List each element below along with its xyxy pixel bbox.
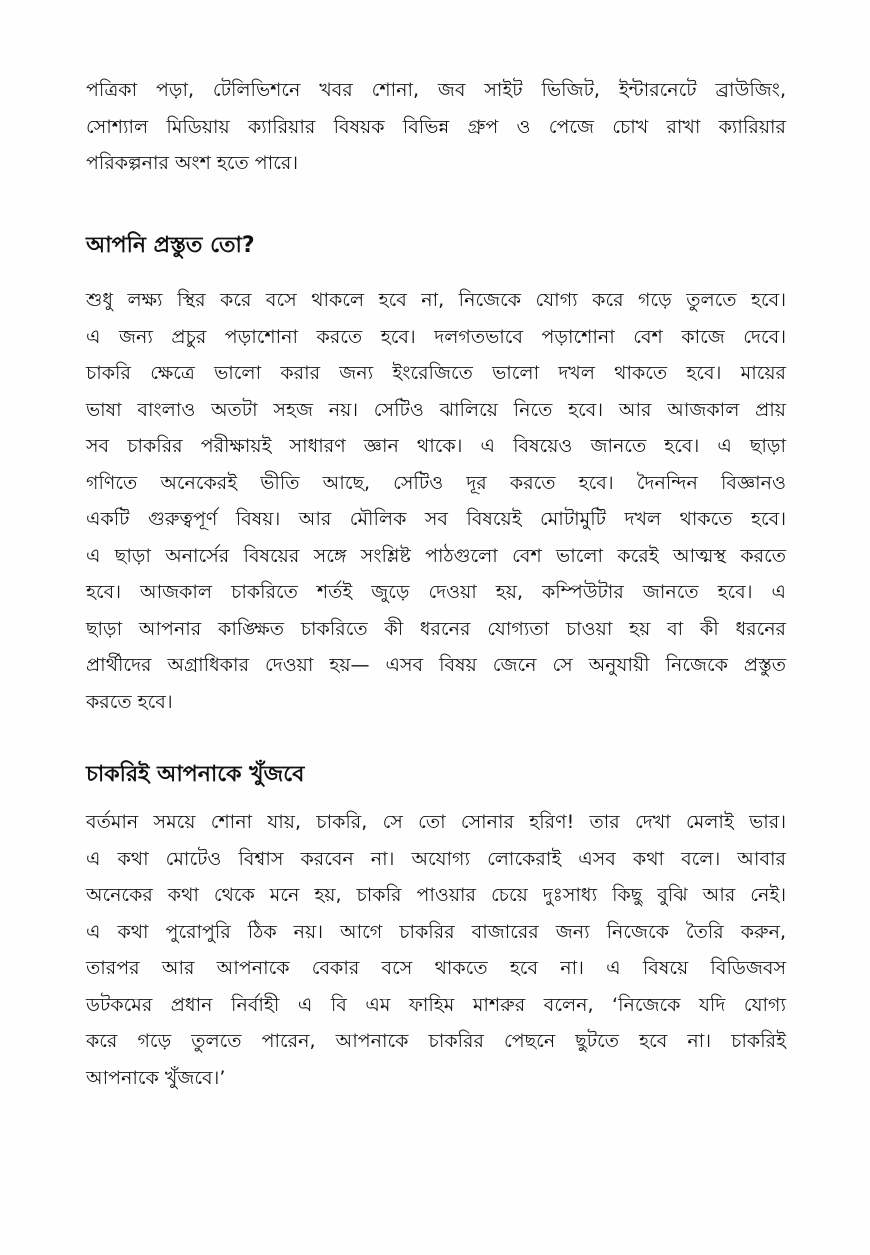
text-line: গণিতে অনেকেরই ভীতি আছে, সেটিও দূর করতে হবে। দৈনন্দিন বিজ্ঞানও (86, 471, 786, 494)
text-line: সোশ্যাল মিডিয়ায় ক্যারিয়ার বিষয়ক বিভিন্ন গ্রুপ ও পেজে চোখ রাখা ক্যারিয়ার (86, 115, 786, 138)
text-line: পরিকল্পনার অংশ হতে পারে। (86, 152, 299, 174)
section-heading-ready: আপনি প্রস্তুত তো? (86, 233, 255, 258)
intro-paragraph (86, 72, 786, 182)
text-line: অনেকের কথা থেকে মনে হয়, চাকরি পাওয়ার চেয়ে দুঃসাধ্য কিছু বুঝি আর নেই। (86, 884, 786, 906)
text-line: এ কথা পুরোপুরি ঠিক নয়। আগে চাকরির বাজারের জন্য নিজেকে তৈরি করুন, (86, 920, 786, 943)
text-line: একটি গুরুত্বপূর্ণ বিষয়। আর মৌলিক সব বিষয়েই মোটামুটি দখল থাকতে হবে। (86, 508, 786, 530)
text-line: পত্রিকা পড়া, টেলিভিশনে খবর শোনা, জব সাইট ভিজিট, ইন্টারনেটে ব্রাউজিং, (86, 79, 786, 101)
text-line: করতে হবে। (86, 690, 173, 713)
text-line: হবে। আজকাল চাকরিতে শর্তই জুড়ে দেওয়া হয়, কম্পিউটার জানতে হবে। এ (86, 581, 786, 603)
text-line: ছাড়া আপনার কাঙ্ক্ষিত চাকরিতে কী ধরনের যোগ্যতা চাওয়া হয় বা কী ধরনের (86, 617, 786, 640)
text-line: প্রার্থীদের অগ্রাধিকার দেওয়া হয়— এসব বিষয় জেনে সে অনুযায়ী নিজেকে প্রস্তুত (86, 654, 786, 676)
text-line: এ জন্য প্রচুর পড়াশোনা করতে হবে। দলগতভাবে পড়াশোনা বেশ কাজে দেবে। (86, 325, 786, 348)
text-line: সব চাকরির পরীক্ষায়ই সাধারণ জ্ঞান থাকে। এ বিষয়েও জানতে হবে। এ ছাড়া (86, 435, 786, 457)
text-line: এ ছাড়া অনার্সের বিষয়ের সঙ্গে সংশ্লিষ্ট পাঠগুলো বেশ ভালো করেই আত্মস্থ করতে (86, 544, 786, 567)
section-heading-job-finds-you: চাকরিই আপনাকে খুঁজবে (86, 762, 305, 787)
text-line: এ কথা মোটেও বিশ্বাস করবেন না। অযোগ্য লোকেরাই এসব কথা বলে। আবার (86, 847, 786, 870)
job-finds-you-paragraph (86, 804, 786, 1096)
text-line: ভাষা বাংলাও অতটা সহজ নয়। সেটিও ঝালিয়ে নিতে হবে। আর আজকাল প্রায় (86, 398, 786, 421)
text-line: আপনাকে খুঁজবে।’ (86, 1066, 226, 1089)
ready-paragraph (86, 282, 786, 720)
text-line: ডটকমের প্রধান নির্বাহী এ বি এম ফাহিম মাশরুর বলেন, ‘নিজেকে যদি যোগ্য (86, 993, 786, 1016)
text-line: করে গড়ে তুলতে পারেন, আপনাকে চাকরির পেছনে ছুটতে হবে না। চাকরিই (86, 1030, 786, 1052)
text-line: তারপর আর আপনাকে বেকার বসে থাকতে হবে না। এ বিষয়ে বিডিজবস (86, 957, 786, 979)
text-line: চাকরি ক্ষেত্রে ভালো করার জন্য ইংরেজিতে ভালো দখল থাকতে হবে। মায়ের (86, 362, 786, 384)
text-line: শুধু লক্ষ্য স্থির করে বসে থাকলে হবে না, নিজেকে যোগ্য করে গড়ে তুলতে হবে। (86, 289, 786, 311)
text-line: বর্তমান সময়ে শোনা যায়, চাকরি, সে তো সোনার হরিণ! তার দেখা মেলাই ভার। (86, 811, 786, 833)
